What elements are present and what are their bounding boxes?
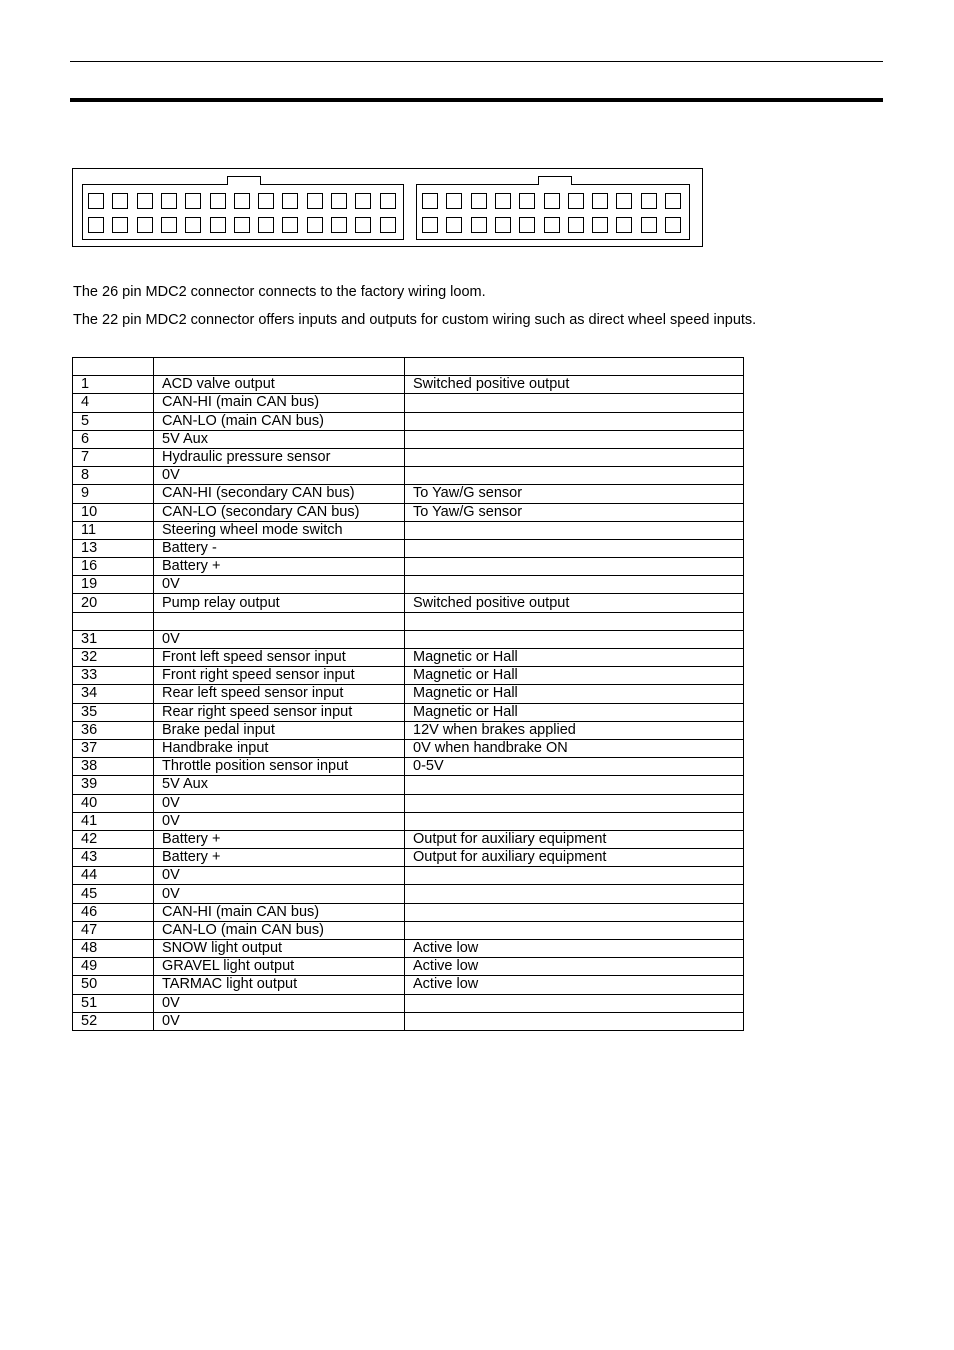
table-row [73, 903, 744, 921]
connector-pin [446, 193, 462, 209]
connector-pin [307, 217, 323, 233]
table-row [73, 867, 744, 885]
pin-function-cell: Battery + [154, 830, 405, 848]
pin-function-cell: 5V Aux [154, 776, 405, 794]
connector-pin [137, 193, 153, 209]
pin-function-cell: CAN-HI (main CAN bus) [154, 903, 405, 921]
table-row [73, 830, 744, 848]
table-row [73, 558, 744, 576]
pin-function-cell: Pump relay output [154, 594, 405, 612]
connector-pin [665, 193, 681, 209]
intro-text-22-pin: The 22 pin MDC2 connector offers inputs and outputs for custom wiring such as direct wheel speed inputs. [73, 312, 757, 328]
connector-pin [88, 193, 104, 209]
pin-number-cell [73, 358, 154, 376]
table-row [73, 358, 744, 376]
pin-function-cell: 0V [154, 576, 405, 594]
pin-function-cell: Battery + [154, 849, 405, 867]
connector-pin [282, 193, 298, 209]
table-row [73, 812, 744, 830]
pin-notes-cell: To Yaw/G sensor [405, 503, 744, 521]
pin-notes-cell [405, 794, 744, 812]
pin-notes-cell: Active low [405, 976, 744, 994]
table-row [73, 994, 744, 1012]
connector-pin [355, 193, 371, 209]
table-row [73, 685, 744, 703]
pin-notes-cell [405, 467, 744, 485]
pin-function-cell: 0V [154, 467, 405, 485]
pin-number-cell: 5 [73, 412, 154, 430]
pin-notes-cell [405, 776, 744, 794]
pin-number-cell: 6 [73, 430, 154, 448]
table-row [73, 649, 744, 667]
connector-pin [422, 193, 438, 209]
pin-number-cell: 37 [73, 739, 154, 757]
pin-notes-cell: 12V when brakes applied [405, 721, 744, 739]
pin-notes-cell [405, 576, 744, 594]
pin-function-cell: GRAVEL light output [154, 958, 405, 976]
table-row [73, 448, 744, 466]
table-row [73, 921, 744, 939]
pin-number-cell: 16 [73, 558, 154, 576]
pin-function-cell: 0V [154, 630, 405, 648]
pin-function-cell: 0V [154, 1012, 405, 1030]
pin-number-cell: 51 [73, 994, 154, 1012]
pin-number-cell: 41 [73, 812, 154, 830]
pin-notes-cell [405, 885, 744, 903]
pin-notes-cell [405, 412, 744, 430]
connector-pin [185, 193, 201, 209]
pin-function-cell: 0V [154, 994, 405, 1012]
table-row [73, 412, 744, 430]
pin-function-cell: 0V [154, 885, 405, 903]
table-row [73, 940, 744, 958]
connector-pin [88, 217, 104, 233]
connector-pin [446, 217, 462, 233]
pin-function-cell: Throttle position sensor input [154, 758, 405, 776]
table-row [73, 794, 744, 812]
pin-function-cell: Hydraulic pressure sensor [154, 448, 405, 466]
table-row [73, 703, 744, 721]
connector-pin [380, 217, 396, 233]
connector-pin [258, 193, 274, 209]
pin-number-cell: 52 [73, 1012, 154, 1030]
pin-number-cell: 48 [73, 940, 154, 958]
pin-notes-cell [405, 1012, 744, 1030]
connector-latch [538, 176, 572, 185]
table-row [73, 485, 744, 503]
connector-pin [544, 193, 560, 209]
connector-22-pin [416, 184, 690, 240]
pin-number-cell: 10 [73, 503, 154, 521]
pin-notes-cell [405, 812, 744, 830]
pin-notes-cell: Switched positive output [405, 376, 744, 394]
header-rule [70, 61, 883, 62]
pin-function-cell: 0V [154, 794, 405, 812]
pin-number-cell: 42 [73, 830, 154, 848]
pin-notes-cell: 0V when handbrake ON [405, 739, 744, 757]
connector-pin [331, 217, 347, 233]
table-row [73, 503, 744, 521]
pin-notes-cell: Magnetic or Hall [405, 703, 744, 721]
pin-number-cell: 47 [73, 921, 154, 939]
intro-text-26-pin: The 26 pin MDC2 connector connects to the factory wiring loom. [73, 284, 486, 300]
pin-number-cell: 36 [73, 721, 154, 739]
table-row [73, 430, 744, 448]
connector-pin [185, 217, 201, 233]
pin-notes-cell [405, 994, 744, 1012]
table-row [73, 521, 744, 539]
pin-number-cell [73, 612, 154, 630]
pin-number-cell: 39 [73, 776, 154, 794]
pin-notes-cell: Magnetic or Hall [405, 667, 744, 685]
pin-function-cell: ACD valve output [154, 376, 405, 394]
pin-function-cell: Steering wheel mode switch [154, 521, 405, 539]
pin-function-cell: Front right speed sensor input [154, 667, 405, 685]
table-row [73, 776, 744, 794]
pin-notes-cell: 0-5V [405, 758, 744, 776]
table-row [73, 394, 744, 412]
pin-number-cell: 45 [73, 885, 154, 903]
connector-pin [592, 217, 608, 233]
pin-notes-cell [405, 867, 744, 885]
connector-pin [307, 193, 323, 209]
pin-number-cell: 46 [73, 903, 154, 921]
table-row [73, 576, 744, 594]
connector-pin [210, 193, 226, 209]
connector-pin [112, 217, 128, 233]
pin-number-cell: 9 [73, 485, 154, 503]
connector-pin [471, 193, 487, 209]
pin-number-cell: 11 [73, 521, 154, 539]
pin-number-cell: 4 [73, 394, 154, 412]
table-row [73, 1012, 744, 1030]
connector-pin [665, 217, 681, 233]
connector-pin [161, 193, 177, 209]
connector-pin [519, 217, 535, 233]
pin-notes-cell: Output for auxiliary equipment [405, 849, 744, 867]
pin-notes-cell [405, 558, 744, 576]
pin-function-cell: CAN-LO (main CAN bus) [154, 412, 405, 430]
pin-function-cell: Battery + [154, 558, 405, 576]
table-row [73, 612, 744, 630]
pin-notes-cell [405, 448, 744, 466]
pin-notes-cell: Active low [405, 940, 744, 958]
connector-pin [568, 193, 584, 209]
pin-number-cell: 7 [73, 448, 154, 466]
connector-pin [568, 217, 584, 233]
pin-number-cell: 1 [73, 376, 154, 394]
pin-function-cell: SNOW light output [154, 940, 405, 958]
table-row [73, 539, 744, 557]
pin-notes-cell [405, 430, 744, 448]
connector-pin [616, 217, 632, 233]
pinout-table-body [73, 358, 744, 1031]
pin-function-cell: Battery - [154, 539, 405, 557]
connector-pin [331, 193, 347, 209]
table-row [73, 630, 744, 648]
pin-function-cell [154, 358, 405, 376]
pin-number-cell: 44 [73, 867, 154, 885]
pin-number-cell: 49 [73, 958, 154, 976]
pin-function-cell: Rear right speed sensor input [154, 703, 405, 721]
connector-pin [161, 217, 177, 233]
connector-pin [495, 193, 511, 209]
pin-number-cell: 20 [73, 594, 154, 612]
table-row [73, 721, 744, 739]
pin-number-cell: 32 [73, 649, 154, 667]
connector-pin [380, 193, 396, 209]
connector-pin [641, 193, 657, 209]
connector-26-pin [82, 184, 404, 240]
connector-pin [544, 217, 560, 233]
pin-number-cell: 8 [73, 467, 154, 485]
pin-notes-cell: Magnetic or Hall [405, 649, 744, 667]
pin-number-cell: 38 [73, 758, 154, 776]
pin-notes-cell [405, 539, 744, 557]
table-row [73, 376, 744, 394]
connector-pin [641, 217, 657, 233]
pin-number-cell: 40 [73, 794, 154, 812]
pin-notes-cell [405, 521, 744, 539]
connector-pin [258, 217, 274, 233]
pin-notes-cell [405, 358, 744, 376]
pin-function-cell: 0V [154, 867, 405, 885]
pin-function-cell: Handbrake input [154, 739, 405, 757]
connector-pin [422, 217, 438, 233]
connector-pin [234, 217, 250, 233]
connector-pin [471, 217, 487, 233]
pin-function-cell: 0V [154, 812, 405, 830]
pinout-table [72, 357, 744, 1031]
pin-notes-cell [405, 630, 744, 648]
table-row [73, 849, 744, 867]
pin-notes-cell: To Yaw/G sensor [405, 485, 744, 503]
pin-number-cell: 19 [73, 576, 154, 594]
pin-function-cell: 5V Aux [154, 430, 405, 448]
table-row [73, 594, 744, 612]
connector-latch [227, 176, 261, 185]
pin-notes-cell: Active low [405, 958, 744, 976]
pin-function-cell: Rear left speed sensor input [154, 685, 405, 703]
connector-pin [495, 217, 511, 233]
pin-number-cell: 13 [73, 539, 154, 557]
pin-function-cell: CAN-HI (secondary CAN bus) [154, 485, 405, 503]
connector-pin [616, 193, 632, 209]
pin-number-cell: 33 [73, 667, 154, 685]
pin-notes-cell: Output for auxiliary equipment [405, 830, 744, 848]
pin-notes-cell [405, 921, 744, 939]
title-rule [70, 98, 883, 102]
pin-function-cell: CAN-LO (secondary CAN bus) [154, 503, 405, 521]
pin-function-cell [154, 612, 405, 630]
connector-pin [234, 193, 250, 209]
table-row [73, 885, 744, 903]
pin-number-cell: 50 [73, 976, 154, 994]
connector-pin [210, 217, 226, 233]
table-row [73, 958, 744, 976]
table-row [73, 667, 744, 685]
pin-notes-cell [405, 612, 744, 630]
table-row [73, 739, 744, 757]
table-row [73, 976, 744, 994]
connector-pin [137, 217, 153, 233]
pin-function-cell: TARMAC light output [154, 976, 405, 994]
pin-function-cell: CAN-LO (main CAN bus) [154, 921, 405, 939]
pin-notes-cell: Switched positive output [405, 594, 744, 612]
connector-pin [355, 217, 371, 233]
table-row [73, 758, 744, 776]
pin-number-cell: 34 [73, 685, 154, 703]
pin-notes-cell [405, 394, 744, 412]
pin-number-cell: 35 [73, 703, 154, 721]
pin-notes-cell: Magnetic or Hall [405, 685, 744, 703]
connector-pin [112, 193, 128, 209]
connector-pin [519, 193, 535, 209]
pin-function-cell: CAN-HI (main CAN bus) [154, 394, 405, 412]
pin-number-cell: 31 [73, 630, 154, 648]
pin-notes-cell [405, 903, 744, 921]
connector-pin [592, 193, 608, 209]
pin-number-cell: 43 [73, 849, 154, 867]
pin-function-cell: Front left speed sensor input [154, 649, 405, 667]
table-row [73, 467, 744, 485]
pin-function-cell: Brake pedal input [154, 721, 405, 739]
connector-pin [282, 217, 298, 233]
